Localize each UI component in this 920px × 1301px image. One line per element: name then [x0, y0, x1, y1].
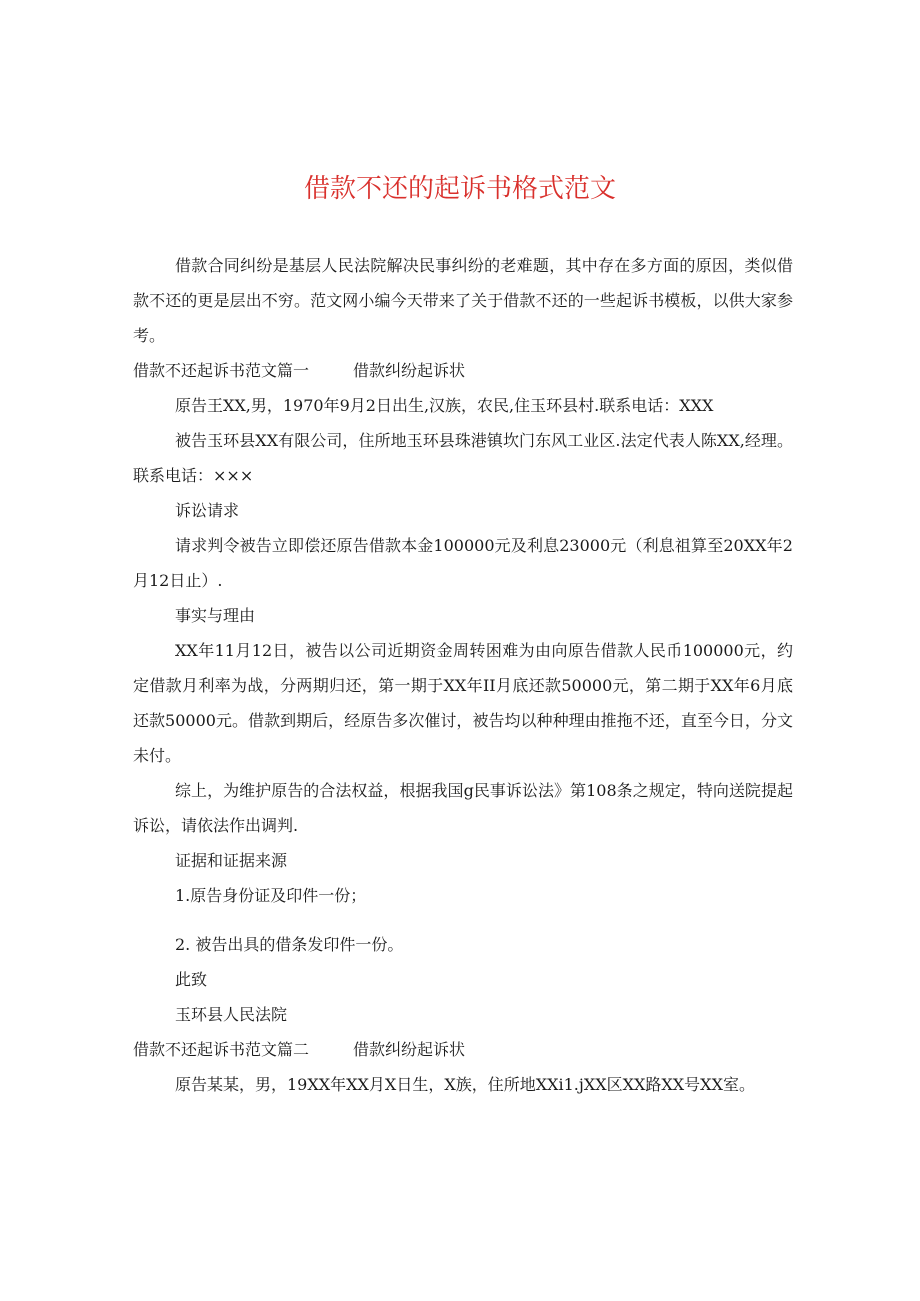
intro-paragraph: 借款合同纠纷是基层人民法院解决民事纠纷的老难题，其中存在多方面的原因，类似借款不还的更是层出不穷。范文网小编今天带来了关于借款不还的一些起诉书模板，以供大家参考。 — [133, 256, 793, 345]
sample1-court: 玉环县人民法院 — [175, 1005, 288, 1024]
sample1-closing: 此致 — [175, 970, 208, 989]
document-body — [133, 248, 793, 1102]
sample2-plaintiff: 原告某某，男，19XX年XX月X日生，X族，住所地XXi1.jXX区XX路XX号XX室。 — [175, 1075, 755, 1094]
sample2-heading-right: 借款纠纷起诉状 — [353, 1040, 466, 1059]
sample1-evidence-1: 1.原告身份证及印件一份； — [175, 886, 367, 905]
sample2-heading-left: 借款不还起诉书范文篇二 — [133, 1040, 310, 1059]
sample1-evidence-heading: 证据和证据来源 — [175, 851, 288, 870]
sample1-heading-right: 借款纠纷起诉状 — [353, 361, 466, 380]
sample2-heading — [133, 1032, 793, 1067]
sample1-plaintiff: 原告王XX,男，1970年9月2日出生,汉族，农民,住玉环县村.联系电话：XXX — [175, 396, 714, 415]
sample1-heading-left: 借款不还起诉书范文篇一 — [133, 361, 310, 380]
sample1-heading — [133, 353, 793, 388]
sample1-facts-heading: 事实与理由 — [175, 606, 256, 625]
document-title: 借款不还的起诉书格式范文 — [303, 174, 616, 204]
spacer — [133, 913, 793, 927]
sample1-claims: 请求判令被告立即偿还原告借款本金100000元及利息23000元（利息祖算至20XX年2月12日止）. — [133, 536, 793, 590]
sample1-defendant: 被告玉环县XX有限公司，住所地玉环县珠港镇坎门东风工业区.法定代表人陈XX,经理。联系电话：××× — [133, 431, 793, 485]
sample1-facts: XX年11月12日，被告以公司近期资金周转困难为由向原告借款人民币100000元，约定借款月利率为战，分两期归还，第一期于XX年II月底还款50000元，第二期于XX年6月底还款50000元。借款到期后，经原告多次催讨，被告均以种种理由推拖不还，直至今日，分文未付。 — [133, 641, 793, 765]
sample1-claims-heading: 诉讼请求 — [175, 501, 240, 520]
sample1-evidence-2: 2. 被告出具的借条发印件一份。 — [175, 935, 404, 954]
sample1-summary: 综上，为维护原告的合法权益，根据我国g民事诉讼法》第108条之规定，特向送院提起诉讼，请依法作出调判. — [133, 781, 793, 835]
